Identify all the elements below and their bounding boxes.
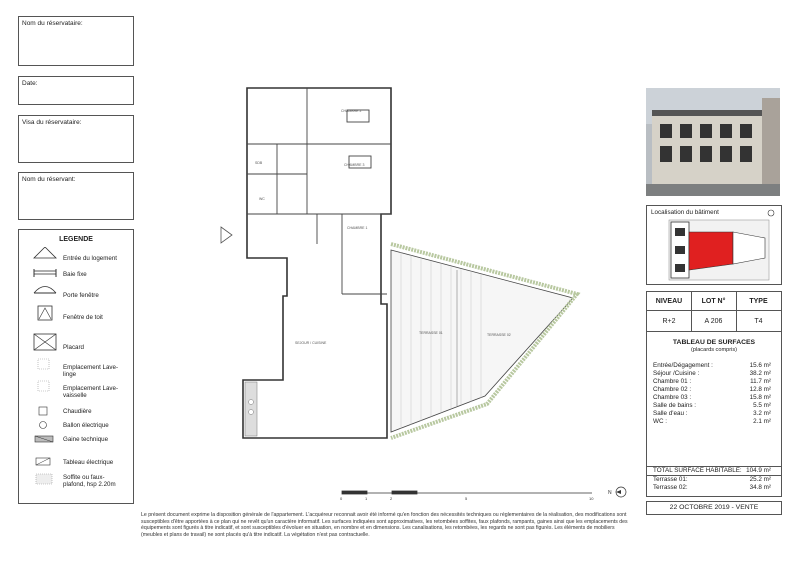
niveau-header: NIVEAU (655, 298, 683, 305)
location-map (649, 218, 779, 282)
compass-small-icon (765, 209, 777, 217)
technical-duct-icon (33, 434, 57, 444)
legend-item-fenetre: Fenêtre de toit (63, 314, 103, 321)
svg-text:TERRASSE 01: TERRASSE 01 (419, 331, 443, 335)
total-row: TOTAL SURFACE HABITABLE: 104.9 m² (653, 467, 771, 474)
surface-row: WC : 2.1 m² (653, 418, 771, 425)
date-footer (646, 501, 782, 515)
entry-icon (33, 247, 57, 259)
date-field[interactable] (18, 76, 134, 105)
legend-item-ballon: Ballon électrique (63, 422, 109, 429)
legend-item-lave-linge: Emplacement Lave-linge (63, 364, 119, 378)
location-label: Localisation du bâtiment (651, 209, 719, 216)
surface-row: Chambre 03 : 15.8 m² (653, 394, 771, 401)
legend-item-gaine: Gaine technique (63, 436, 109, 443)
entry-marker (221, 227, 232, 243)
lot-header: LOT N° (701, 298, 726, 305)
legend-item-entree: Entrée du logement (63, 255, 118, 262)
surfaces-subtitle: (placards compris) (690, 347, 737, 353)
svg-text:WC: WC (259, 197, 265, 201)
lot-table (646, 291, 782, 333)
building-photo (646, 88, 780, 196)
apartment-outline (243, 88, 391, 438)
closet-icon (33, 333, 57, 351)
lot-value: A 206 (704, 318, 723, 325)
scale-10: 10 (589, 496, 594, 501)
reservataire-name-field[interactable] (18, 16, 134, 66)
surface-row: Séjour /Cuisine : 38.2 m² (653, 370, 771, 377)
surfaces-table (646, 331, 782, 497)
scale-0: 0 (340, 496, 343, 501)
surface-row: Salle d'eau : 3.2 m² (653, 410, 771, 417)
scale-5: 5 (465, 496, 468, 501)
legend-item-porte: Porte fenêtre (63, 292, 99, 299)
compass-label: N (608, 490, 612, 496)
scale-2: 2 (390, 496, 393, 501)
legend-item-tableau: Tableau électrique (63, 459, 114, 466)
electrical-panel-icon (33, 456, 57, 468)
boiler-icon (33, 406, 57, 416)
fixed-window-icon (33, 267, 57, 279)
surface-row: Chambre 01 : 11.7 m² (653, 378, 771, 385)
location-panel (646, 205, 782, 285)
roof-window-icon (33, 305, 57, 321)
surface-row: Salle de bains : 5.5 m² (653, 402, 771, 409)
surface-row: Entrée/Dégagement : 15.6 m² (653, 362, 771, 369)
terrace-row: Terrasse 02: 34.8 m² (653, 484, 771, 491)
legend-item-baie: Baie fixe (63, 271, 87, 278)
water-heater-icon (33, 420, 57, 430)
legend-item-chaudiere: Chaudière (63, 408, 92, 415)
legend-item-soffite: Soffite ou faux-plafond, hsp 2.20m (63, 474, 116, 488)
svg-text:CHAMBRE 1: CHAMBRE 1 (347, 226, 368, 230)
svg-text:CHAMBRE 2: CHAMBRE 2 (341, 109, 362, 113)
terraces (391, 244, 577, 438)
surfaces-title: TABLEAU DE SURFACES (672, 339, 756, 346)
reservataire-name-label: Nom du réservataire: (22, 20, 83, 27)
disclaimer-text: Le présent document exprime la disposition générale de l'appartement. L'acquéreur reconnait avoir été informé qu'en fonction des nécessités techniques ou réglementaires de la réalisation, des modifications sont susceptibles d'être apportées à ce plan qui ne revêt qu'un caractère informatif. Les surfaces indiquées sont approximatives, les retombées soffites, faux plafonds, rampants, gaines ainsi que les emplacements des équipements sont figurés à titre indicatif, et sont susceptibles d'évoluer en situation, en nombre et en dimensions. Les canalisations, les retombées, les regards ne sont pas figurés. Les éléments de mobiliers (meubles et plans de travail) ne sont placés qu'à titre indicatif. La végétation n'est pas contractuelle. (141, 512, 628, 538)
svg-text:CHAMBRE 3: CHAMBRE 3 (344, 163, 365, 167)
type-header: TYPE (749, 298, 768, 305)
legend-panel (18, 229, 134, 504)
scale-1: 1 (365, 496, 368, 501)
reservant-name-label: Nom du réservant: (22, 176, 76, 183)
reservant-name-field[interactable] (18, 172, 134, 220)
date-label: Date: (22, 80, 38, 87)
svg-text:SEJOUR / CUISINE: SEJOUR / CUISINE (295, 341, 327, 345)
soffit-icon (33, 473, 57, 485)
legend-item-lave-vaisselle: Emplacement Lave-vaisselle (63, 385, 119, 399)
dishwasher-icon (33, 380, 57, 392)
svg-text:TERRASSE 02: TERRASSE 02 (487, 333, 511, 337)
date-line: 22 OCTOBRE 2019 - VENTE (669, 504, 759, 511)
surface-row: Chambre 02 : 12.8 m² (653, 386, 771, 393)
legend-title: LEGENDE (59, 236, 93, 243)
svg-text:SDB: SDB (255, 161, 263, 165)
scale-bar (342, 491, 592, 494)
compass-icon (608, 487, 626, 497)
terrace-row: Terrasse 01: 25.2 m² (653, 476, 771, 483)
visa-field[interactable] (18, 115, 134, 163)
visa-label: Visa du réservataire: (22, 119, 82, 126)
french-window-icon (33, 282, 57, 294)
floor-plan (137, 14, 639, 504)
niveau-value: R+2 (662, 318, 676, 325)
legend-item-placard: Placard (63, 344, 84, 351)
type-value: T4 (754, 318, 763, 325)
washing-machine-icon (33, 358, 57, 370)
